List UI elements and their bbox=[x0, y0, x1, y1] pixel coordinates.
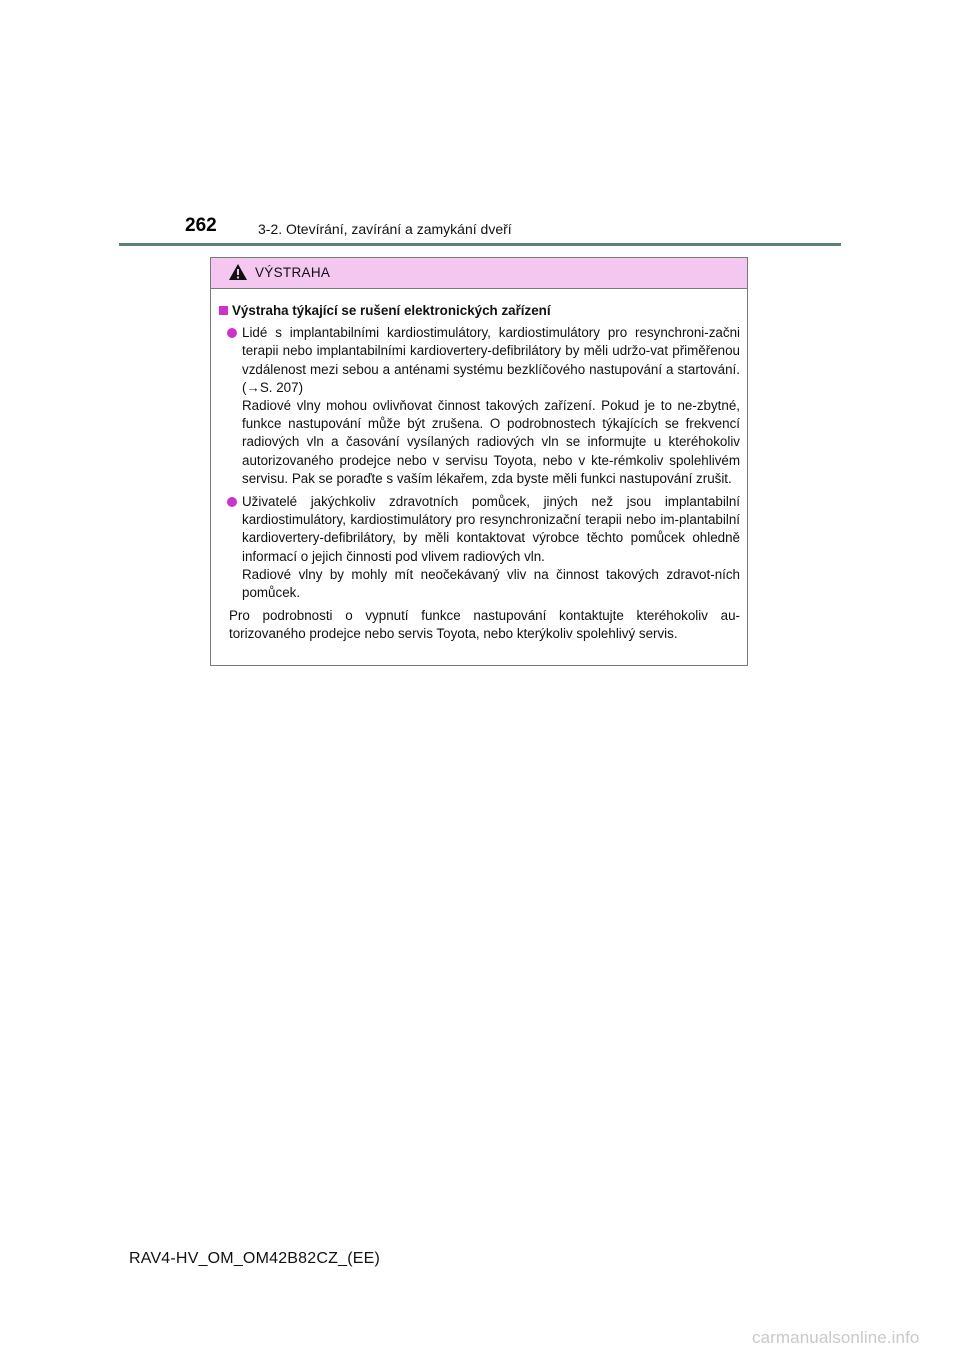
warning-body bbox=[211, 289, 747, 644]
closing-paragraph: Pro podrobnosti o vypnutí funkce nastupování kontaktujte kteréhokoliv au-torizovaného prodejce nebo servis Toyota, nebo kterýkoliv spolehlivý servis. bbox=[229, 608, 740, 642]
warning-title: VÝSTRAHA bbox=[255, 265, 331, 280]
paragraph: Lidé s implantabilními kardiostimulátory, kardiostimulátory pro resynchroni-začni terapii nebo implantabilními kardiovertery-defibrilátory by měli udržo-vat přiměřenou vzdálenost mezi sebou a anténami systému bezklíčového nastupování a startování. (→S. 207) bbox=[242, 325, 740, 395]
warning-triangle-icon bbox=[228, 263, 248, 281]
list-item-text bbox=[242, 493, 740, 602]
bullet-dot-icon bbox=[227, 328, 237, 338]
list-item bbox=[227, 493, 740, 602]
header-divider bbox=[119, 243, 841, 246]
bullet-dot-icon bbox=[227, 497, 237, 507]
list-item bbox=[227, 324, 740, 488]
warning-header bbox=[211, 258, 747, 289]
paragraph: Radiové vlny by mohly mít neočekávaný vliv na činnost takových zdravot-ních pomůcek. bbox=[242, 566, 740, 601]
list-item-text bbox=[242, 324, 740, 488]
document-code: RAV4-HV_OM_OM42B82CZ_(EE) bbox=[129, 1250, 380, 1267]
section-title: 3-2. Otevírání, zavírání a zamykání dveří bbox=[258, 221, 512, 237]
paragraph: Radiové vlny mohou ovlivňovat činnost takových zařízení. Pokud je to ne-zbytné, funkce nastupování může být zrušena. O podrobnostech týkajících se frekvencí radiových vln a časování vysílaných radiových vln se informujte u kteréhokoliv autorizovaného prodejce nebo v servisu Toyota, nebo v kte-rémkoliv spolehlivém servisu. Pak se poraďte s vaším lékařem, zda byste měli funkci nastupování zrušit. bbox=[242, 398, 740, 486]
watermark: carmanualsonline.info bbox=[752, 1328, 920, 1347]
page-header bbox=[185, 215, 645, 241]
paragraph: Uživatelé jakýchkoliv zdravotních pomůcek, jiných než jsou implantabilní kardiostimulátory, kardiostimulátory pro resynchronizační terapii nebo im-plantabilní kardiovertery-defibrilátory, by měli kontaktovat výrobce těchto pomůcek ohledně informací o jejich činnosti pod vlivem radiových vln. bbox=[242, 494, 740, 564]
warning-subheading bbox=[219, 302, 740, 320]
page-number: 262 bbox=[185, 215, 217, 236]
square-bullet-icon bbox=[219, 306, 228, 315]
warning-box bbox=[210, 257, 748, 666]
warning-subheading-text: Výstraha týkající se rušení elektronických zařízení bbox=[232, 303, 551, 318]
